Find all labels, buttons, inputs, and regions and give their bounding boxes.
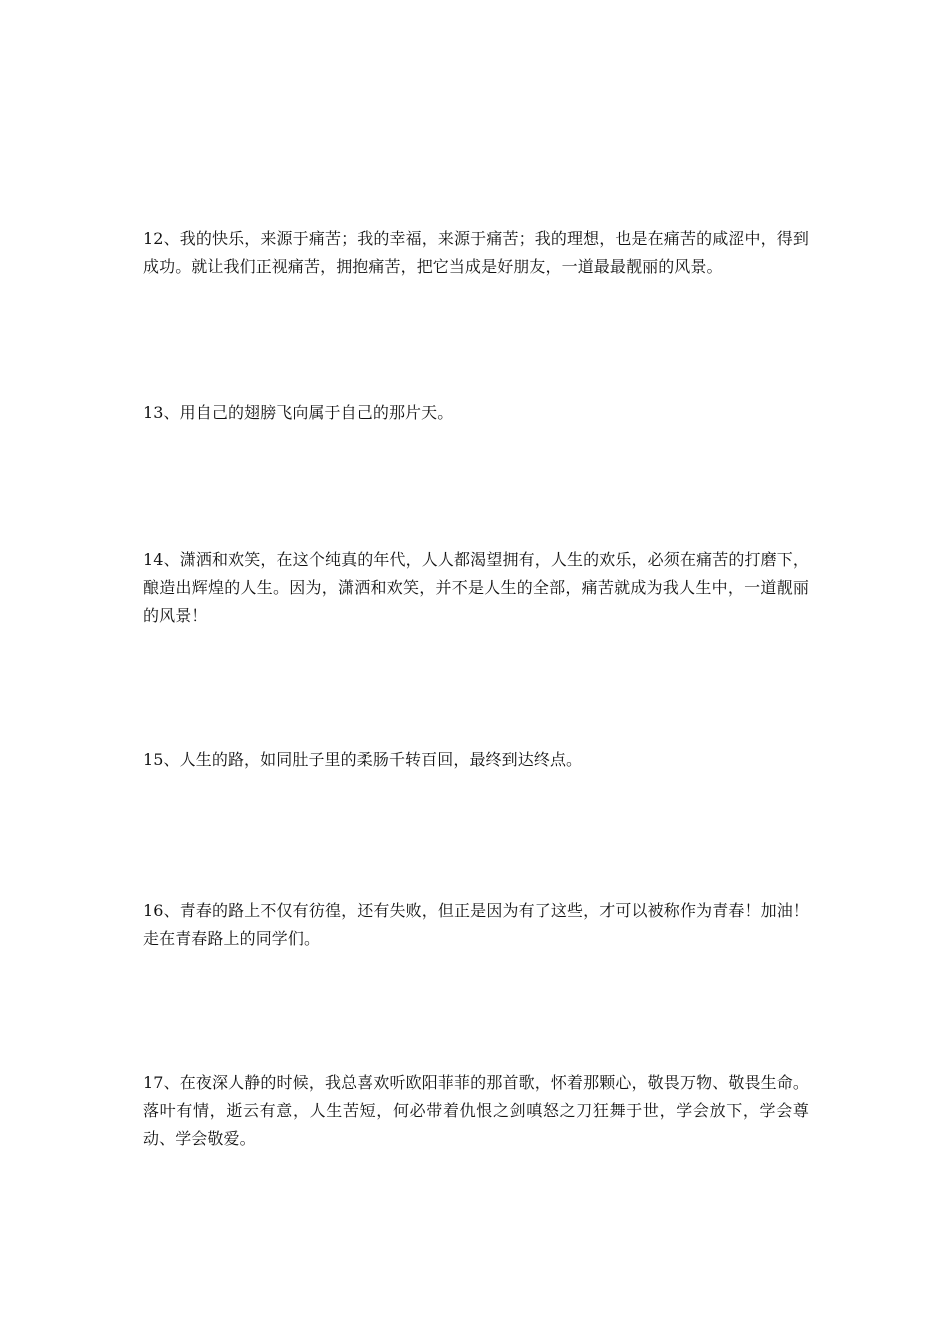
paragraph-14: 14、潇洒和欢笑，在这个纯真的年代，人人都渴望拥有，人生的欢乐，必须在痛苦的打磨下，酿造出辉煌的人生。因为，潇洒和欢笑，并不是人生的全部，痛苦就成为我人生中，一道靓丽的风景！ [143, 550, 809, 625]
paragraph-13: 13、用自己的翅膀飞向属于自己的那片天。 [143, 403, 454, 422]
paragraph-15: 15、人生的路，如同肚子里的柔肠千转百回，最终到达终点。 [143, 750, 583, 769]
paragraph-16: 16、青春的路上不仅有彷徨，还有失败，但正是因为有了这些，才可以被称作为青春！加油！走在青春路上的同学们。 [143, 901, 809, 948]
paragraph-17: 17、在夜深人静的时候，我总喜欢听欧阳菲菲的那首歌，怀着那颗心，敬畏万物、敬畏生命。落叶有情，逝云有意，人生苦短，何必带着仇恨之剑嗔怒之刀狂舞于世，学会放下，学会尊动、学会敬爱。 [143, 1073, 809, 1148]
paragraph-12: 12、我的快乐，来源于痛苦；我的幸福，来源于痛苦；我的理想，也是在痛苦的咸涩中，得到成功。就让我们正视痛苦，拥抱痛苦，把它当成是好朋友，一道最最靓丽的风景。 [143, 229, 809, 276]
